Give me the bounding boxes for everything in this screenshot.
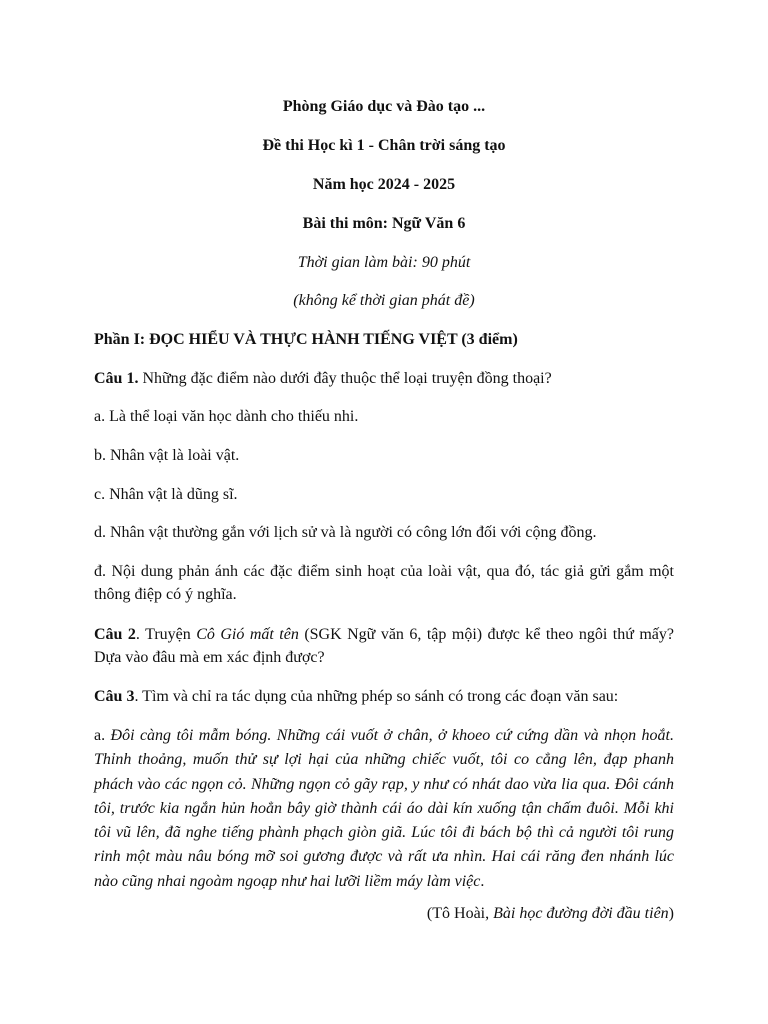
exam-title: Đề thi Học kì 1 - Chân trời sáng tạo — [262, 137, 506, 154]
question-3-passage — [94, 724, 674, 894]
source-open: (Tô Hoài, — [426, 905, 494, 922]
q1-option-b: b. Nhân vật là loài vật. — [94, 447, 240, 464]
source-title: Bài học đường đời đầu tiên — [493, 905, 669, 922]
school-year: Năm học 2024 - 2025 — [312, 176, 456, 193]
question-2-text-before: . Truyện — [135, 626, 197, 643]
duration-note: (không kể thời gian phát đề) — [293, 292, 475, 309]
passage-text: Đôi càng tôi mẫm bóng. Những cái vuốt ở chân, ở khoeo cứ cứng dần và nhọn hoắt. Thỉnh thoảng, muốn thử sự lợi hại của những chiếc vuốt, tôi co cẳng lên, đạp phanh phách vào các ngọn cỏ. Những ngọn cỏ gãy rạp, y như có nhát dao vừa lia qua. Đôi cánh tôi, trước kia ngắn hủn hoẳn bây giờ thành cái áo dài kín xuống tận chấm đuôi. Mỗi khi tôi vũ lên, đã nghe tiếng phành phạch giòn giã. Lúc tôi đi bách bộ thì cả người tôi rung rinh một màu nâu bóng mỡ soi gương được và rất ưa nhìn. Hai cái răng đen nhánh lúc nào cũng nhai ngoàm ngoạp như hai lưỡi liềm máy làm việc — [94, 727, 674, 890]
question-3-label: Câu 3 — [94, 688, 135, 705]
question-2-story-title: Cô Gió mất tên — [196, 626, 299, 643]
source-close: ) — [668, 905, 674, 922]
part1-heading: Phần I: ĐỌC HIỂU VÀ THỰC HÀNH TIẾNG VIỆT (3 điểm) — [94, 331, 518, 348]
question-1-label: Câu 1. — [94, 370, 139, 387]
duration-text: Thời gian làm bài: 90 phút — [297, 254, 471, 271]
passage-source — [94, 903, 674, 925]
question-2-label: Câu 2 — [94, 626, 136, 643]
passage-end: . — [480, 872, 485, 890]
question-3 — [94, 686, 674, 709]
passage-prefix: a. — [94, 727, 111, 744]
q1-option-d: d. Nhân vật thường gắn với lịch sử và là người có công lớn đối với cộng đồng. — [94, 524, 597, 541]
q1-option-dd: đ. Nội dung phản ánh các đặc điểm sinh hoạt của loài vật, qua đó, tác giả gửi gắm một thông điệp có ý nghĩa. — [94, 563, 674, 603]
question-2 — [94, 624, 674, 669]
question-1-text: Những đặc điểm nào dưới đây thuộc thể loại truyện đồng thoại? — [138, 370, 552, 387]
q1-option-c: c. Nhân vật là dũng sĩ. — [94, 486, 238, 503]
question-1 — [94, 368, 674, 391]
subject-heading: Bài thi môn: Ngữ Văn 6 — [302, 215, 466, 232]
question-2-text-after: (SGK Ngữ văn 6, tập mội) được kể theo ngôi thứ mấy? Dựa vào đâu mà em xác định được? — [94, 626, 674, 666]
department-heading: Phòng Giáo dục và Đào tạo ... — [282, 98, 486, 115]
question-3-text: . Tìm và chỉ ra tác dụng của những phép so sánh có trong các đoạn văn sau: — [134, 688, 619, 705]
q1-option-a: a. Là thể loại văn học dành cho thiếu nhi. — [94, 408, 359, 425]
